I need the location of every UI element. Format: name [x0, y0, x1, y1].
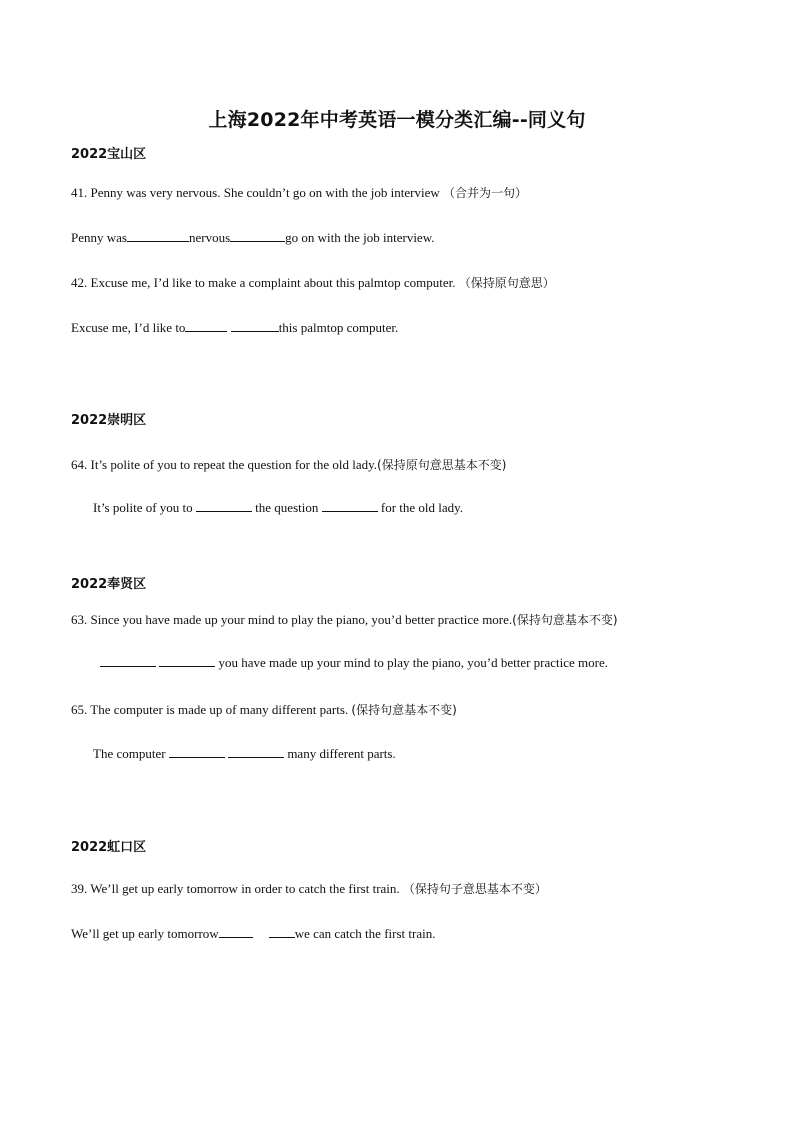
question-65 — [71, 701, 457, 718]
answer-text: Penny was — [71, 230, 127, 245]
answer-blank[interactable] — [159, 654, 215, 667]
question-42 — [71, 274, 555, 291]
section-heading-chongming: 2022崇明区 — [71, 413, 147, 428]
question-text: 65. The computer is made up of many different parts. — [71, 702, 352, 717]
answer-text: the question — [251, 500, 322, 515]
answer-65 — [93, 745, 396, 762]
answer-text: We’ll get up early tomorrow — [71, 926, 219, 941]
answer-blank[interactable] — [100, 654, 156, 667]
answer-42 — [71, 319, 398, 336]
question-64 — [71, 456, 506, 473]
section-heading-fengxian: 2022奉贤区 — [71, 577, 147, 592]
answer-blank[interactable] — [231, 319, 279, 332]
answer-text: It’s polite of you to — [93, 500, 196, 515]
answer-blank[interactable] — [185, 319, 227, 332]
question-text: 39. We’ll get up early tomorrow in order to catch the first train. — [71, 881, 403, 896]
answer-blank[interactable] — [322, 499, 378, 512]
question-note: (保持句意基本不变) — [512, 613, 618, 627]
answer-text: Excuse me, I’d like to — [71, 320, 186, 335]
question-note: (保持句意基本不变) — [351, 703, 457, 717]
question-text: 63. Since you have made up your mind to play the piano, you’d better practice more. — [71, 612, 513, 627]
answer-text: The computer — [93, 746, 169, 761]
question-text: 64. It’s polite of you to repeat the question for the old lady. — [71, 457, 378, 472]
answer-blank[interactable] — [169, 745, 225, 758]
question-41 — [71, 184, 527, 201]
answer-text: you have made up your mind to play the piano, you’d better practice more. — [215, 655, 609, 670]
answer-text: many different parts. — [284, 746, 396, 761]
answer-blank[interactable] — [228, 745, 284, 758]
answer-63 — [100, 654, 608, 671]
question-note: （合并为一句） — [443, 186, 528, 200]
answer-39 — [71, 925, 435, 942]
answer-text: this palmtop computer. — [278, 320, 399, 335]
answer-blank[interactable] — [196, 499, 252, 512]
answer-blank[interactable] — [219, 925, 253, 938]
page-title: 上海2022年中考英语一模分类汇编--同义句 — [208, 109, 586, 131]
question-note: (保持原句意思基本不变) — [377, 458, 507, 472]
answer-blank[interactable] — [269, 925, 295, 938]
answer-text: we can catch the first train. — [294, 926, 436, 941]
question-63 — [71, 611, 618, 628]
section-heading-hongkou: 2022虹口区 — [71, 840, 147, 855]
answer-blank[interactable] — [127, 229, 189, 242]
question-text: 42. Excuse me, I’d like to make a complaint about this palmtop computer. — [71, 275, 459, 290]
answer-41 — [71, 229, 435, 246]
answer-blank[interactable] — [230, 229, 285, 242]
question-text: 41. Penny was very nervous. She couldn’t go on with the job interview — [71, 185, 444, 200]
question-note: （保持原句意思） — [458, 276, 555, 290]
answer-text: nervous — [188, 230, 231, 245]
question-39 — [71, 880, 547, 897]
answer-text: go on with the job interview. — [285, 230, 435, 245]
answer-text: for the old lady. — [377, 500, 464, 515]
question-note: （保持句子意思基本不变） — [402, 882, 547, 896]
section-heading-baoshan: 2022宝山区 — [71, 147, 147, 162]
answer-64 — [93, 499, 463, 516]
